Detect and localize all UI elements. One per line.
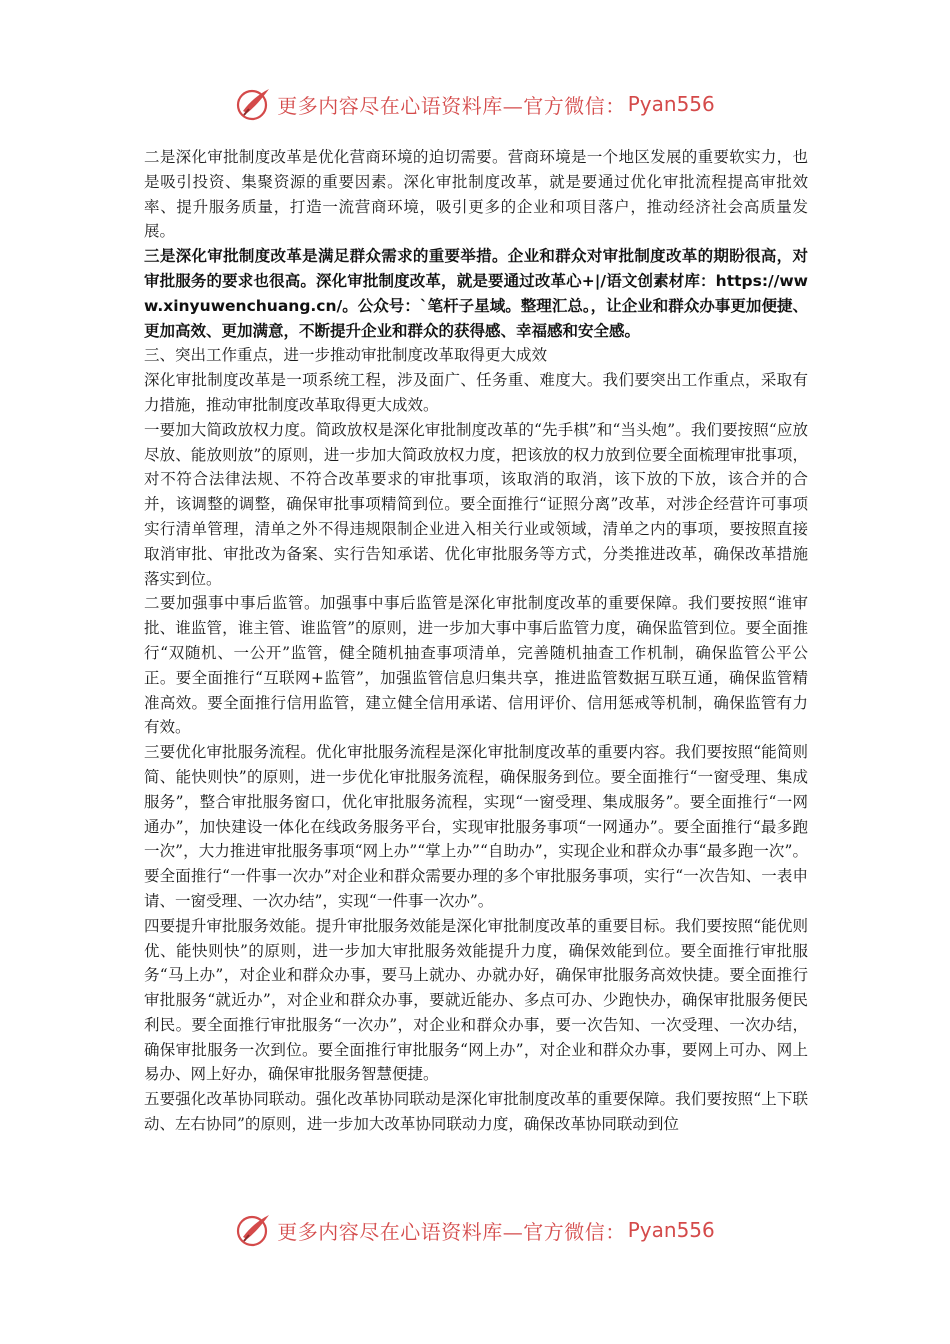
paragraph: 五要强化改革协同联动。强化改革协同联动是深化审批制度改革的重要保障。我们要按照“上下联动、左右协同”的原则，进一步加大改革协同联动力度，确保改革协同联动到位 — [144, 1090, 808, 1134]
section-heading: 三、突出工作重点，进一步推动审批制度改革取得更大成效 — [144, 346, 548, 365]
footer-banner — [0, 1208, 950, 1252]
header-banner — [0, 82, 950, 126]
paragraph: 二是深化审批制度改革是优化营商环境的迫切需要。营商环境是一个地区发展的重要软实力，也是吸引投资、集聚资源的重要因素。深化审批制度改革，就是要通过优化审批流程提高审批效率、提升服务质量，打造一流营商环境，吸引更多的企业和项目落户，推动经济社会高质量发展。 — [144, 148, 808, 241]
quill-pen-icon — [235, 85, 273, 123]
paragraph: 四要提升审批服务效能。提升审批服务效能是深化审批制度改革的重要目标。我们要按照“能优则优、能快则快”的原则，进一步加大审批服务效能提升力度，确保效能到位。要全面推行审批服务“马上办”，对企业和群众办事，要马上就办、办就办好，确保审批服务高效快捷。要全面推行审批服务“就近办”，对企业和群众办事，要就近能办、多点可办、少跑快办，确保审批服务便民利民。要全面推行审批服务“一次办”，对企业和群众办事，要一次告知、一次受理、一次办结，确保审批服务一次到位。要全面推行审批服务“网上办”，对企业和群众办事，要网上可办、网上易办、网上好办，确保审批服务智慧便捷。 — [144, 916, 808, 1084]
paragraph-bold: 三是深化审批制度改革是满足群众需求的重要举措。企业和群众对审批制度改革的期盼很高，对审批服务的要求也很高。深化审批制度改革，就是要通过改革心+|/语文创素材库：https://www.xinyuwenchuang.cn/。公众号：`笔杆子星域。整理汇总。，让企业和群众办事更加便捷、更加高效、更加满意，不断提升企业和群众的获得感、幸福感和安全感。 — [144, 247, 808, 340]
banner-text: 更多内容尽在心语资料库—官方微信： — [277, 1219, 626, 1244]
banner-text: 更多内容尽在心语资料库—官方微信： — [277, 93, 626, 118]
paragraph: 一要加大简政放权力度。简政放权是深化审批制度改革的“先手棋”和“当头炮”。我们要按照“应放尽放、能放则放”的原则，进一步加大简政放权力度，把该放的权力放到位要全面梳理审批事项，对不符合法律法规、不符合改革要求的审批事项，该取消的取消，该下放的下放，该合并的合并，该调整的调整，确保审批事项精简到位。要全面推行“证照分离”改革，对涉企经营许可事项实行清单管理，清单之外不得违规限制企业进入相关行业或领域，清单之内的事项，要按照直接取消审批、审批改为备案、实行告知承诺、优化审批服务等方式，分类推进改革，确保改革措施落实到位。 — [144, 420, 808, 588]
paragraph: 深化审批制度改革是一项系统工程，涉及面广、任务重、难度大。我们要突出工作重点，采取有力措施，推动审批制度改革取得更大成效。 — [144, 371, 808, 414]
quill-pen-icon — [235, 1211, 273, 1249]
wechat-id: Pyan556 — [627, 1218, 715, 1242]
paragraph: 三要优化审批服务流程。优化审批服务流程是深化审批制度改革的重要内容。我们要按照“能简则简、能快则快”的原则，进一步优化审批服务流程，确保服务到位。要全面推行“一窗受理、集成服务”，整合审批服务窗口，优化审批服务流程，实现“一窗受理、集成服务”。要全面推行“一网通办”，加快建设一体化在线政务服务平台，实现审批服务事项“一网通办”。要全面推行“最多跑一次”，大力推进审批服务事项“网上办”“掌上办”“自助办”，实现企业和群众办事“最多跑一次”。要全面推行“一件事一次办”对企业和群众需要办理的多个审批服务事项，实行“一次告知、一表申请、一窗受理、一次办结”，实现“一件事一次办”。 — [144, 743, 808, 910]
paragraph: 二要加强事中事后监管。加强事中事后监管是深化审批制度改革的重要保障。我们要按照“谁审批、谁监管，谁主管、谁监管”的原则，进一步加大事中事后监管力度，确保监管到位。要全面推行“双随机、一公开”监管，健全随机抽查事项清单，完善随机抽查工作机制，确保监管公平公正。要全面推行“互联网+监管”，加强监管信息归集共享，推进监管数据互联互通，确保监管精准高效。要全面推行信用监管，建立健全信用承诺、信用评价、信用惩戒等机制，确保监管有力有效。 — [144, 594, 808, 737]
wechat-id: Pyan556 — [627, 92, 715, 116]
document-body — [144, 145, 808, 1137]
